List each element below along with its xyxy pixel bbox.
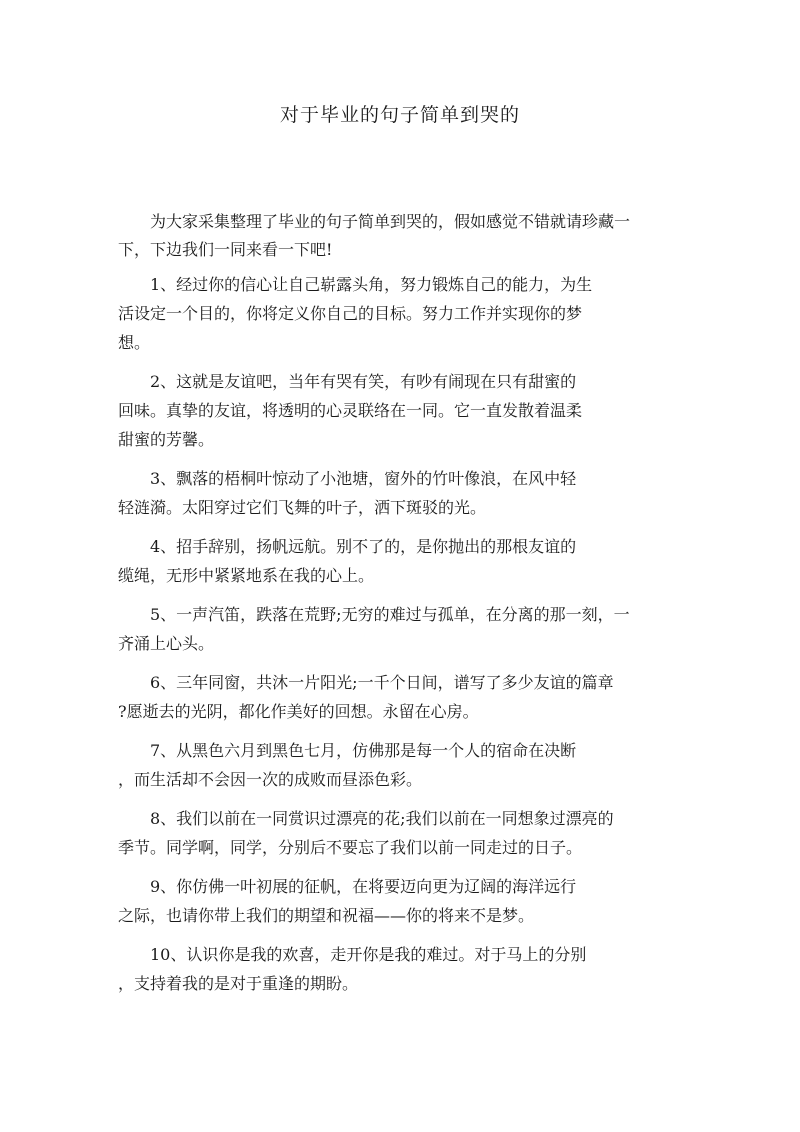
document-title: 对于毕业的句子简单到哭的 (279, 104, 520, 126)
quote-line: 齐涌上心头。 (118, 634, 215, 653)
quote-item (118, 872, 678, 930)
quote-item (118, 367, 678, 454)
quote-line: 7、从黑色六月到黑色七月，仿佛那是每一个人的宿命在决断 (150, 741, 577, 760)
quote-line: 回味。真挚的友谊，将透明的心灵联络在一同。它一直发散着温柔 (118, 401, 583, 420)
intro-paragraph: 为大家采集整理了毕业的句子简单到哭的，假如感觉不错就请珍藏一下，下边我们一同来看一下吧! (118, 212, 631, 259)
quote-line: 之际，也请你带上我们的期望和祝福——你的将来不是梦。 (118, 906, 535, 925)
quote-line: 1、经过你的信心让自己崭露头角，努力锻炼自己的能力，为生 (150, 275, 593, 294)
quote-item (118, 940, 678, 998)
quote-line: 想。 (118, 333, 151, 352)
quote-list (118, 270, 678, 1008)
quote-item (118, 668, 678, 726)
quote-item (118, 532, 678, 590)
quote-item (118, 736, 678, 794)
quote-item (118, 270, 678, 357)
quote-item (118, 600, 678, 658)
quote-line: 3、飘落的梧桐叶惊动了小池塘，窗外的竹叶像浪，在风中轻 (150, 469, 577, 488)
quote-line: 4、招手辞别，扬帆远航。别不了的，是你抛出的那根友谊的 (150, 537, 577, 556)
quote-line: 5、一声汽笛，跌落在荒野;无穷的难过与孤单，在分离的那一刻，一 (150, 605, 630, 624)
quote-line: ，支持着我的是对于重逢的期盼。 (118, 974, 359, 993)
quote-line: 10、认识你是我的欢喜，走开你是我的难过。对于马上的分别 (150, 945, 587, 964)
quote-line: 6、三年同窗，共沐一片阳光;一千个日间，谱写了多少友谊的篇章 (150, 673, 614, 692)
quote-line: ，而生活却不会因一次的成败而昼添色彩。 (118, 770, 423, 789)
quote-line: 季节。同学啊，同学，分别后不要忘了我们以前一同走过的日子。 (118, 838, 583, 857)
quote-line: 甜蜜的芳馨。 (118, 430, 215, 449)
quote-line: 活设定一个目的，你将定义你自己的目标。努力工作并实现你的梦 (118, 304, 583, 323)
quote-item (118, 804, 678, 862)
quote-line: ?愿逝去的光阴，都化作美好的回想。永留在心房。 (118, 702, 479, 721)
quote-line: 2、这就是友谊吧，当年有哭有笑，有吵有闹现在只有甜蜜的 (150, 372, 577, 391)
quote-line: 9、你仿佛一叶初展的征帆，在将要迈向更为辽阔的海洋远行 (150, 877, 577, 896)
quote-line: 8、我们以前在一同赏识过漂亮的花;我们以前在一同想象过漂亮的 (150, 809, 614, 828)
quote-item (118, 464, 678, 522)
quote-line: 缆绳，无形中紧紧地系在我的心上。 (118, 566, 375, 585)
quote-line: 轻涟漪。太阳穿过它们飞舞的叶子，洒下斑驳的光。 (118, 498, 487, 517)
